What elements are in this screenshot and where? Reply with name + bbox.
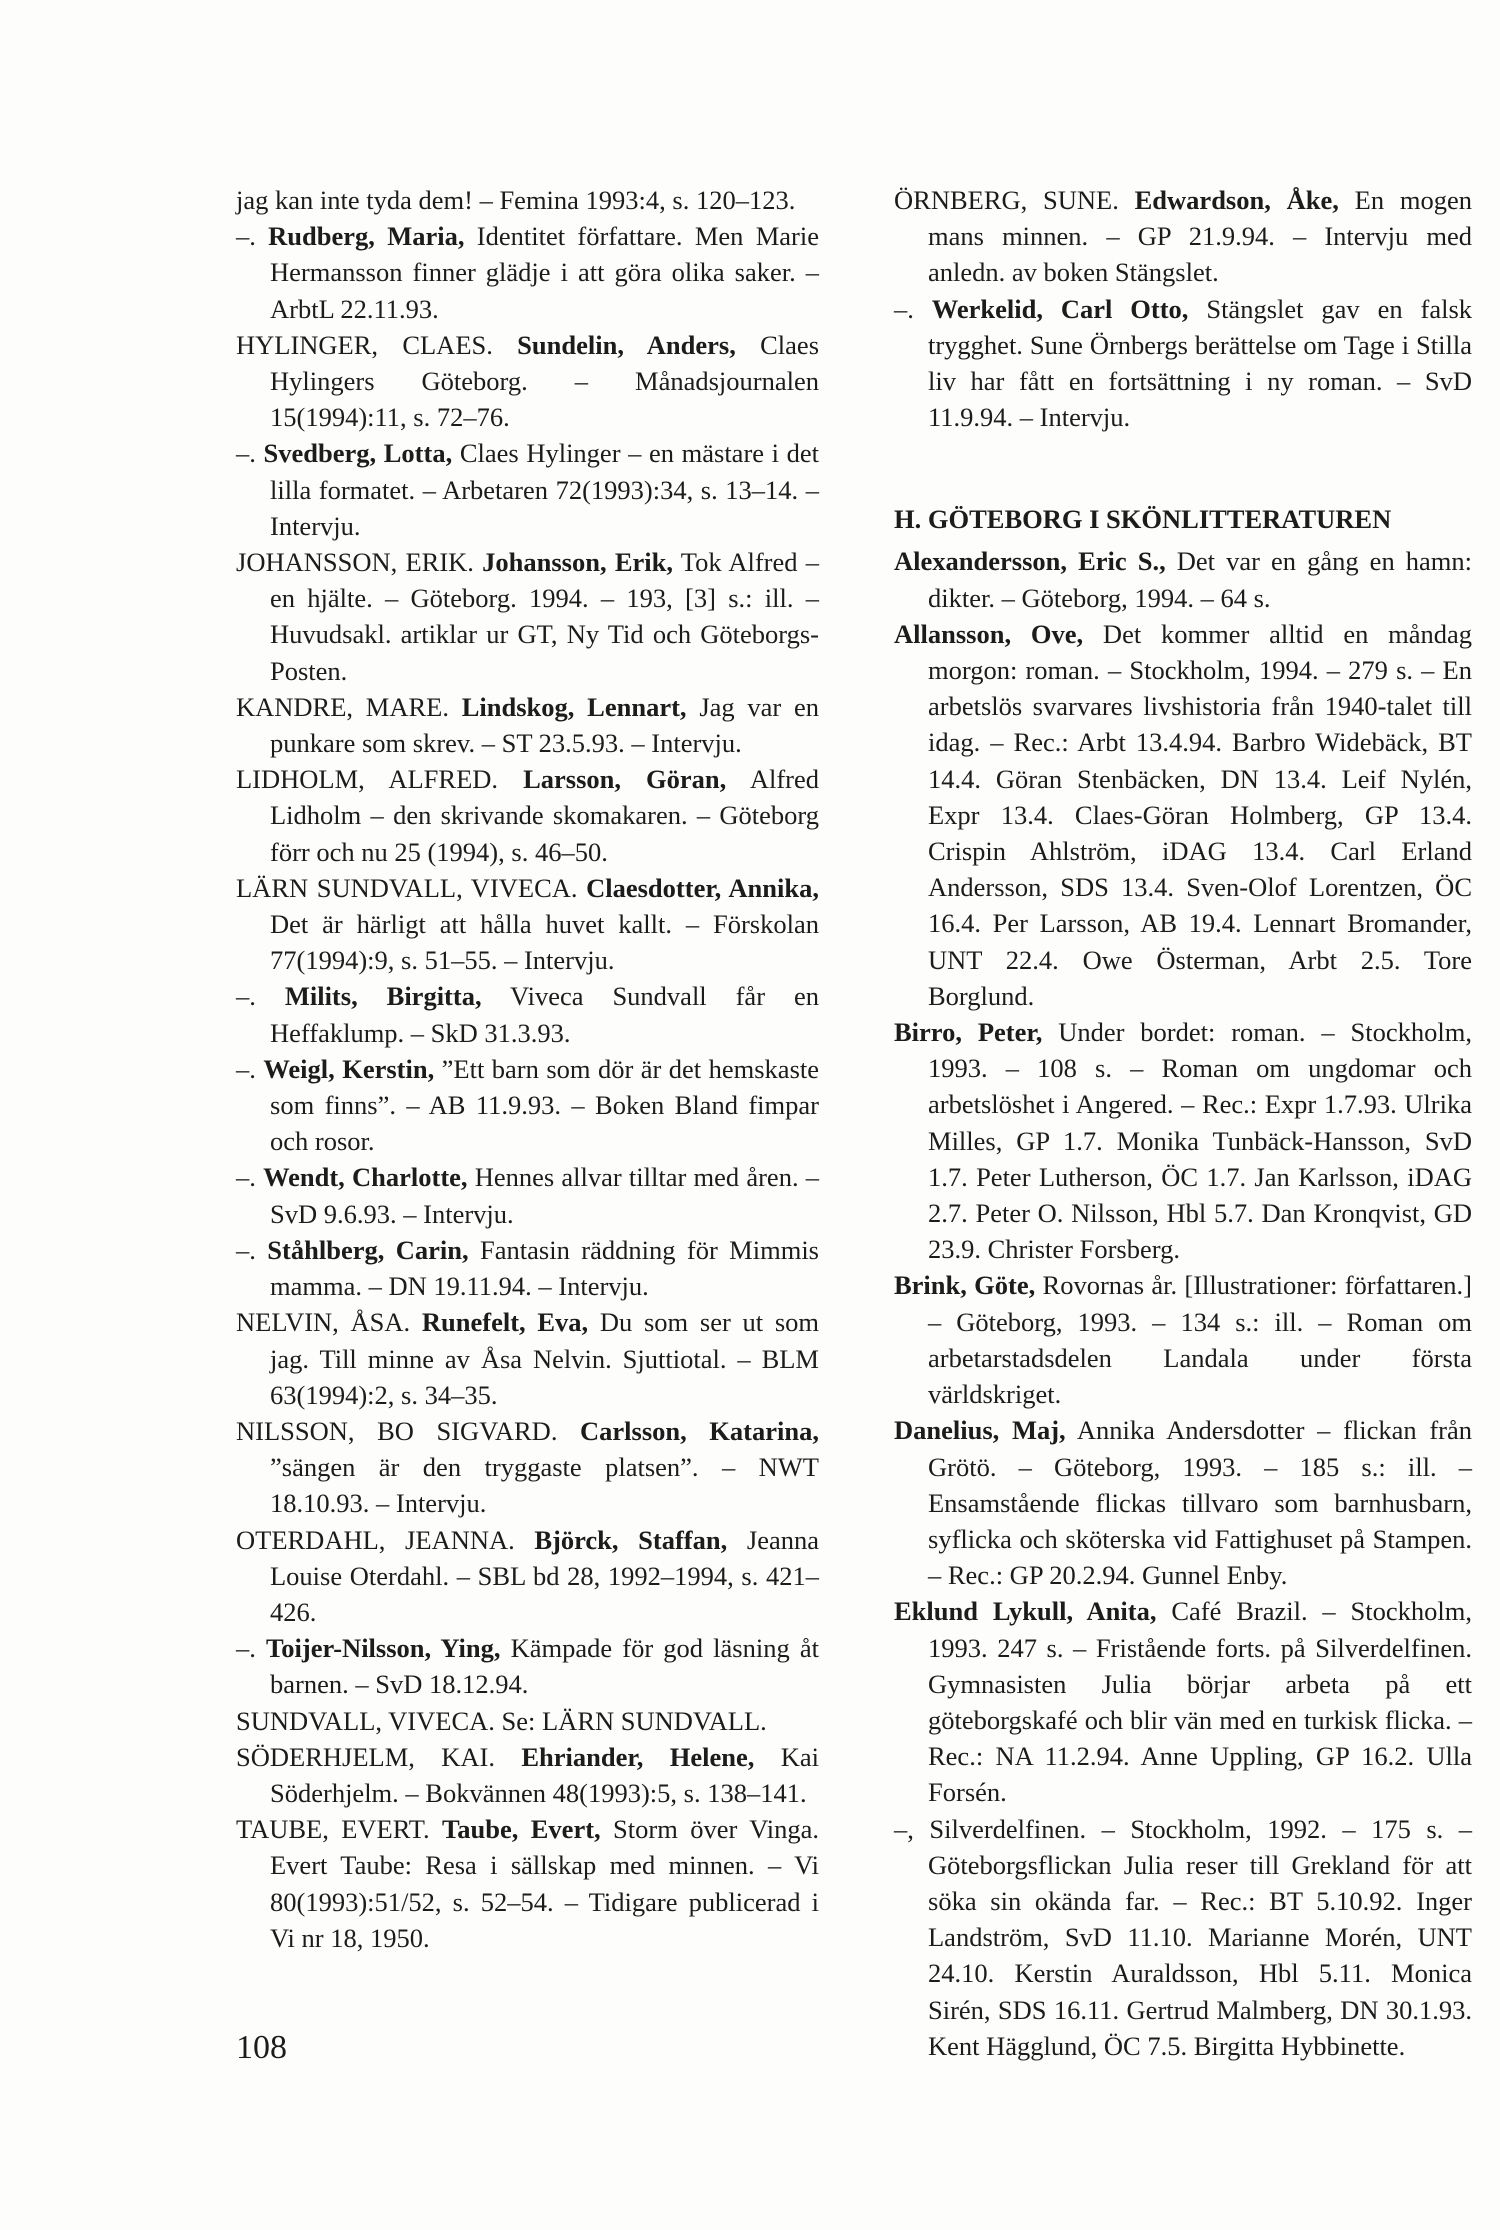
right-top-entries: [894, 182, 1472, 435]
bibliography-entry: [236, 870, 819, 979]
entry-text: –.: [236, 981, 285, 1012]
entry-text: –.: [894, 293, 932, 324]
bibliography-entry: [236, 978, 819, 1050]
bibliography-entry: [236, 1739, 819, 1811]
entry-text: –, Silverdelfinen. – Stockholm, 1992. – 175 s. – Göteborgsflickan Julia reser till Grekland för att söka sin okända far. – Rec.: BT 5.10.92. Inger Landström, SvD 11.10. Marianne Morén, UNT 24.10. Kerstin Auraldsson, Hbl 5.11. Monica Sirén, SDS 16.11. Gertrud Malmberg, DN 30.1.93. Kent Hägglund, ÖC 7.5. Birgitta Hybbinette.: [894, 1813, 1472, 2061]
entry-text: NILSSON, BO SIGVARD.: [236, 1415, 580, 1446]
entry-text: Det är härligt att hålla huvet kallt. – Förskolan 77(1994):9, s. 51–55. – Intervju.: [270, 909, 819, 976]
bibliography-entry: [894, 543, 1472, 615]
entry-text: ”Ett barn som dör är det hemskaste som finns”. – AB 11.9.93. – Boken Bland fimpar och rosor.: [270, 1053, 820, 1157]
entry-text: Kämpade för god läsning åt barnen. – SvD 18.12.94.: [270, 1633, 819, 1700]
bibliography-entry: [236, 435, 819, 544]
entry-text: NELVIN, ÅSA.: [236, 1307, 422, 1338]
right-section-entries: [894, 543, 1472, 2064]
bibliography-entry: [894, 291, 1472, 436]
entry-author: Alexandersson, Eric S.,: [894, 546, 1166, 577]
bibliography-entry: [236, 1232, 819, 1304]
entry-text: Tok Alfred – en hjälte. – Göteborg. 1994. – 193, [3] s.: ill. – Huvudsakl. artiklar ur GT, Ny Tid och Göteborgs-Posten.: [270, 547, 819, 686]
entry-text: Claes Hylinger – en mästare i det lilla formatet. – Arbetaren 72(1993):34, s. 13–14. – Intervju.: [270, 438, 820, 541]
entry-text: LIDHOLM, ALFRED.: [236, 764, 524, 795]
bibliography-entry: [236, 1304, 819, 1413]
bibliography-entry: [236, 1051, 819, 1160]
bibliography-entry: [236, 218, 819, 327]
entry-author: Toijer-Nilsson, Ying,: [266, 1633, 501, 1664]
bibliography-entry: [236, 1811, 819, 1956]
entry-text: jag kan inte tyda dem! – Femina 1993:4, s. 120–123.: [236, 185, 796, 215]
bibliography-entry: [236, 1159, 819, 1231]
bibliography-entry: [894, 1593, 1472, 1810]
entry-author: Taube, Evert,: [442, 1814, 601, 1845]
entry-author: Wendt, Charlotte,: [263, 1162, 468, 1193]
bibliography-entry: [894, 1267, 1472, 1412]
bibliography-entry: [894, 616, 1472, 1014]
entry-author: Eklund Lykull, Anita,: [894, 1596, 1157, 1627]
entry-text: OTERDAHL, JEANNA.: [236, 1524, 535, 1555]
bibliography-entry: [236, 1630, 819, 1702]
entry-author: Ståhlberg, Carin,: [267, 1234, 469, 1265]
entry-author: Danelius, Maj,: [894, 1415, 1066, 1446]
entry-text: HYLINGER, CLAES.: [236, 329, 518, 360]
entry-author: Allansson, Ove,: [894, 618, 1084, 649]
entry-text: Viveca Sundvall får en Heffaklump. – SkD 31.3.93.: [270, 981, 819, 1048]
bibliography-entry: [894, 1811, 1472, 2064]
entry-text: SÖDERHJELM, KAI.: [236, 1741, 522, 1772]
entry-author: Svedberg, Lotta,: [263, 438, 453, 469]
entry-text: –.: [236, 1234, 268, 1265]
bibliography-entry: [894, 182, 1472, 291]
bibliography-entry: [236, 689, 819, 761]
entry-text: KANDRE, MARE.: [236, 691, 462, 722]
entry-author: Edwardson, Åke,: [1134, 185, 1339, 215]
entry-text: Fantasin räddning för Mimmis mamma. – DN 19.11.94. – Intervju.: [270, 1234, 820, 1302]
entry-author: Carlsson, Katarina,: [580, 1415, 819, 1446]
entry-text: En mogen mans minnen. – GP 21.9.94. – Intervju med anledn. av boken Stängslet.: [928, 185, 1472, 288]
entry-text: SUNDVALL, VIVECA. Se: LÄRN SUNDVALL.: [236, 1705, 767, 1736]
entry-text: JOHANSSON, ERIK.: [236, 547, 483, 578]
left-column: [236, 182, 819, 1956]
entry-author: Milits, Birgitta,: [284, 981, 482, 1012]
entry-author: Sundelin, Anders,: [517, 329, 736, 360]
entry-text: Alfred Lidholm – den skrivande skomakaren. – Göteborg förr och nu 25 (1994), s. 46–50.: [270, 764, 819, 867]
bibliography-entry: [894, 1412, 1472, 1593]
entry-text: Kai Söderhjelm. – Bokvännen 48(1993):5, s. 138–141.: [270, 1741, 819, 1808]
section-heading: H. GÖTEBORG I SKÖNLITTERATUREN: [894, 504, 1392, 535]
bibliography-entry: [236, 761, 819, 870]
entry-text: Det kommer alltid en måndag morgon: roman. – Stockholm, 1994. – 279 s. – En arbetslös svarvares livshistoria från 1940-talet till idag. – Rec.: Arbt 13.4.94. Barbro Widebäck, BT 14.4. Göran Stenbäcken, DN 13.4. Leif Nylén, Expr 13.4. Claes-Göran Holmberg, GP 13.4. Crispin Ahlström, iDAG 13.4. Carl Erland Andersson, SDS 13.4. Sven-Olof Lorentzen, ÖC 16.4. Per Larsson, AB 19.4. Lennart Bromander, UNT 22.4. Owe Österman, Arbt 2.5. Tore Borglund.: [928, 618, 1473, 1011]
entry-author: Weigl, Kerstin,: [263, 1053, 435, 1084]
bibliography-entry: [236, 1703, 819, 1739]
entry-text: Jag var en punkare som skrev. – ST 23.5.93. – Intervju.: [270, 691, 819, 759]
entry-author: Claesdotter, Annika,: [586, 872, 819, 903]
entry-text: Rovornas år. [Illustrationer: författaren.] – Göteborg, 1993. – 134 s.: ill. – Roman om arbetarstadsdelen Landala under första världskriget.: [928, 1270, 1472, 1410]
entry-author: Werkelid, Carl Otto,: [931, 293, 1189, 324]
entry-text: Identitet författare. Men Marie Hermansson finner glädje i att göra olika saker. – ArbtL 22.11.93.: [270, 221, 819, 324]
entry-author: Brink, Göte,: [894, 1270, 1036, 1301]
entry-text: –.: [236, 1162, 264, 1193]
entry-author: Runefelt, Eva,: [421, 1307, 589, 1338]
entry-text: Claes Hylingers Göteborg. – Månadsjournalen 15(1994):11, s. 72–76.: [270, 329, 820, 433]
entry-author: Johansson, Erik,: [482, 547, 673, 578]
entry-text: Jeanna Louise Oterdahl. – SBL bd 28, 1992–1994, s. 421–426.: [270, 1524, 819, 1627]
bibliography-entry: [894, 1014, 1472, 1267]
entry-author: Larsson, Göran,: [523, 764, 727, 795]
entry-text: Annika Andersdotter – flickan från Grötö. – Göteborg, 1993. – 185 s.: ill. – Ensamstående flickas tillvaro som barnhusbarn, syflicka och sköterska vid Fattighuset på Stampen. – Rec.: GP 20.2.94. Gunnel Enby.: [928, 1415, 1473, 1591]
entry-text: Hennes allvar tilltar med åren. – SvD 9.6.93. – Intervju.: [270, 1162, 820, 1229]
entry-text: Du som ser ut som jag. Till minne av Åsa Nelvin. Sjuttiotal. – BLM 63(1994):2, s. 34–35.: [270, 1307, 819, 1410]
entry-text: –.: [236, 221, 269, 252]
entry-author: Rudberg, Maria,: [268, 221, 465, 252]
bibliography-entry: [236, 544, 819, 689]
bibliography-entry: [236, 182, 819, 218]
entry-author: Björck, Staffan,: [534, 1524, 728, 1555]
entry-text: –.: [236, 1053, 264, 1084]
entry-text: ”sängen är den tryggaste platsen”. – NWT 18.10.93. – Intervju.: [270, 1452, 819, 1519]
entry-author: Ehriander, Helene,: [521, 1741, 755, 1772]
bibliography-entry: [236, 1413, 819, 1522]
entry-text: Det var en gång en hamn: dikter. – Göteborg, 1994. – 64 s.: [928, 546, 1472, 613]
entry-text: Storm över Vinga. Evert Taube: Resa i sällskap med minnen. – Vi 80(1993):51/52, s. 52–54. – Tidigare publicerad i Vi nr 18, 1950.: [270, 1814, 819, 1953]
bibliography-entry: [236, 1522, 819, 1631]
entry-author: Lindskog, Lennart,: [461, 691, 687, 722]
entry-text: –.: [236, 438, 264, 469]
entry-author: Birro, Peter,: [894, 1017, 1043, 1048]
page-number: 108: [236, 2029, 287, 2066]
entry-text: ÖRNBERG, SUNE.: [894, 185, 1135, 215]
entry-text: Café Brazil. – Stockholm, 1993. 247 s. – Fristående forts. på Silverdelfinen. Gymnasisten Julia börjar arbeta på ett göteborgskafé och blir vän med en turkisk flicka. – Rec.: NA 11.2.94. Anne Uppling, GP 16.2. Ulla Forsén.: [928, 1596, 1472, 1808]
entry-text: TAUBE, EVERT.: [236, 1814, 443, 1845]
right-column: [894, 182, 1472, 2064]
entry-text: –.: [236, 1633, 267, 1664]
bibliography-entry: [236, 327, 819, 436]
entry-text: Stängslet gav en falsk trygghet. Sune Örnbergs berättelse om Tage i Stilla liv har fått en fortsättning i ny roman. – SvD 11.9.94. – Intervju.: [928, 293, 1473, 433]
entry-text: LÄRN SUNDVALL, VIVECA.: [236, 872, 587, 903]
entry-text: Under bordet: roman. – Stockholm, 1993. – 108 s. – Roman om ungdomar och arbetslöshet i Angered. – Rec.: Expr 1.7.93. Ulrika Milles, GP 1.7. Monika Tunbäck-Hansson, SvD 1.7. Peter Lutherson, ÖC 1.7. Jan Karlsson, iDAG 2.7. Peter O. Nilsson, Hbl 5.7. Dan Kronqvist, GD 23.9. Christer Forsberg.: [928, 1017, 1472, 1265]
